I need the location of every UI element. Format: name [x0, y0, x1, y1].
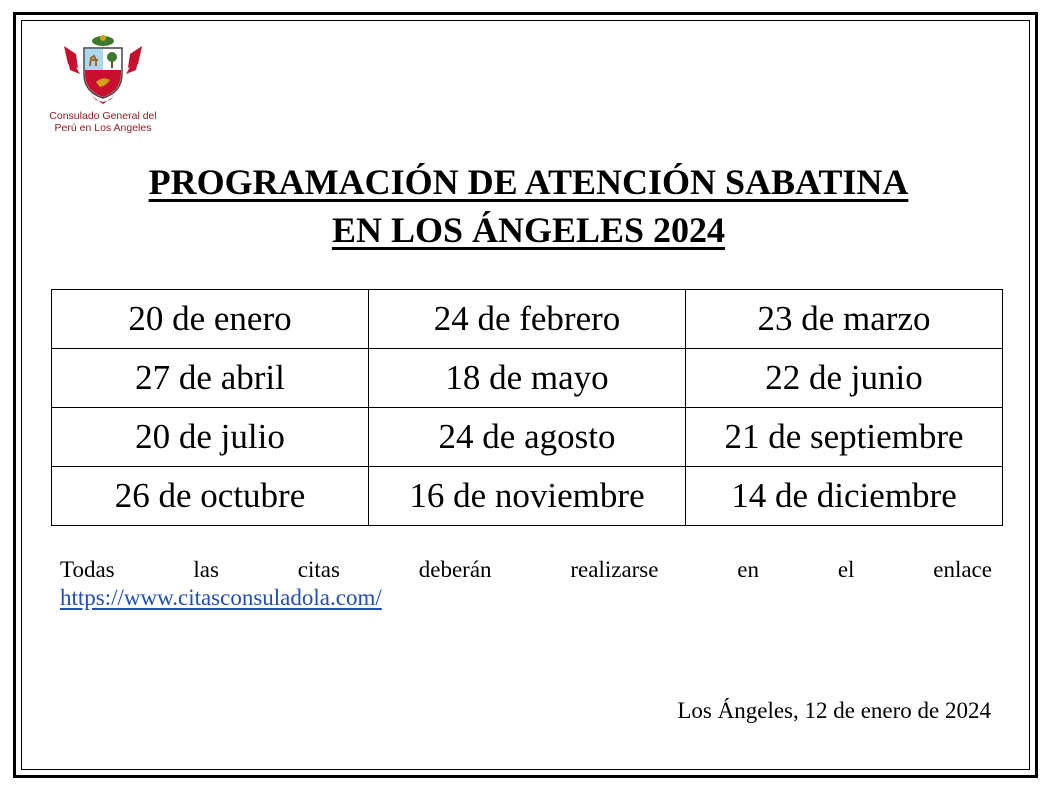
consulate-caption-line2: Perú en Los Angeles	[54, 122, 152, 134]
note-word: citas	[297, 557, 340, 582]
note-word: las	[193, 557, 219, 582]
note-word: el	[837, 557, 855, 582]
table-cell: 20 de julio	[52, 408, 369, 467]
note-word: realizarse	[570, 557, 659, 582]
table-cell: 22 de junio	[686, 349, 1003, 408]
note-justified-line	[60, 556, 992, 584]
table-cell: 20 de enero	[52, 290, 369, 349]
note-word: enlace	[933, 557, 992, 582]
table-row	[52, 349, 1003, 408]
peru-coat-of-arms-icon	[62, 30, 144, 106]
table-cell: 24 de agosto	[369, 408, 686, 467]
appointments-link[interactable]: https://www.citasconsuladola.com/	[60, 585, 382, 610]
table-cell: 23 de marzo	[686, 290, 1003, 349]
note-word: Todas	[60, 557, 115, 582]
appointment-note	[60, 556, 992, 612]
table-row	[52, 290, 1003, 349]
table-cell: 26 de octubre	[52, 467, 369, 526]
table-cell: 14 de diciembre	[686, 467, 1003, 526]
table-cell: 18 de mayo	[369, 349, 686, 408]
table-row	[52, 467, 1003, 526]
table-cell: 16 de noviembre	[369, 467, 686, 526]
note-word: deberán	[418, 557, 492, 582]
saturday-schedule-table	[51, 289, 1003, 526]
consulate-logo	[38, 30, 168, 140]
title-line2: EN LOS ÁNGELES 2024	[331, 210, 726, 250]
note-word: en	[737, 557, 759, 582]
consulate-caption-line1: Consulado General del	[49, 110, 157, 122]
table-row	[52, 408, 1003, 467]
title-line1: PROGRAMACIÓN DE ATENCIÓN SABATINA	[148, 162, 909, 202]
page-title	[0, 158, 1057, 254]
table-cell: 21 de septiembre	[686, 408, 1003, 467]
consulate-caption	[38, 110, 168, 134]
place-and-date: Los Ángeles, 12 de enero de 2024	[677, 698, 991, 723]
table-cell: 27 de abril	[52, 349, 369, 408]
table-cell: 24 de febrero	[369, 290, 686, 349]
